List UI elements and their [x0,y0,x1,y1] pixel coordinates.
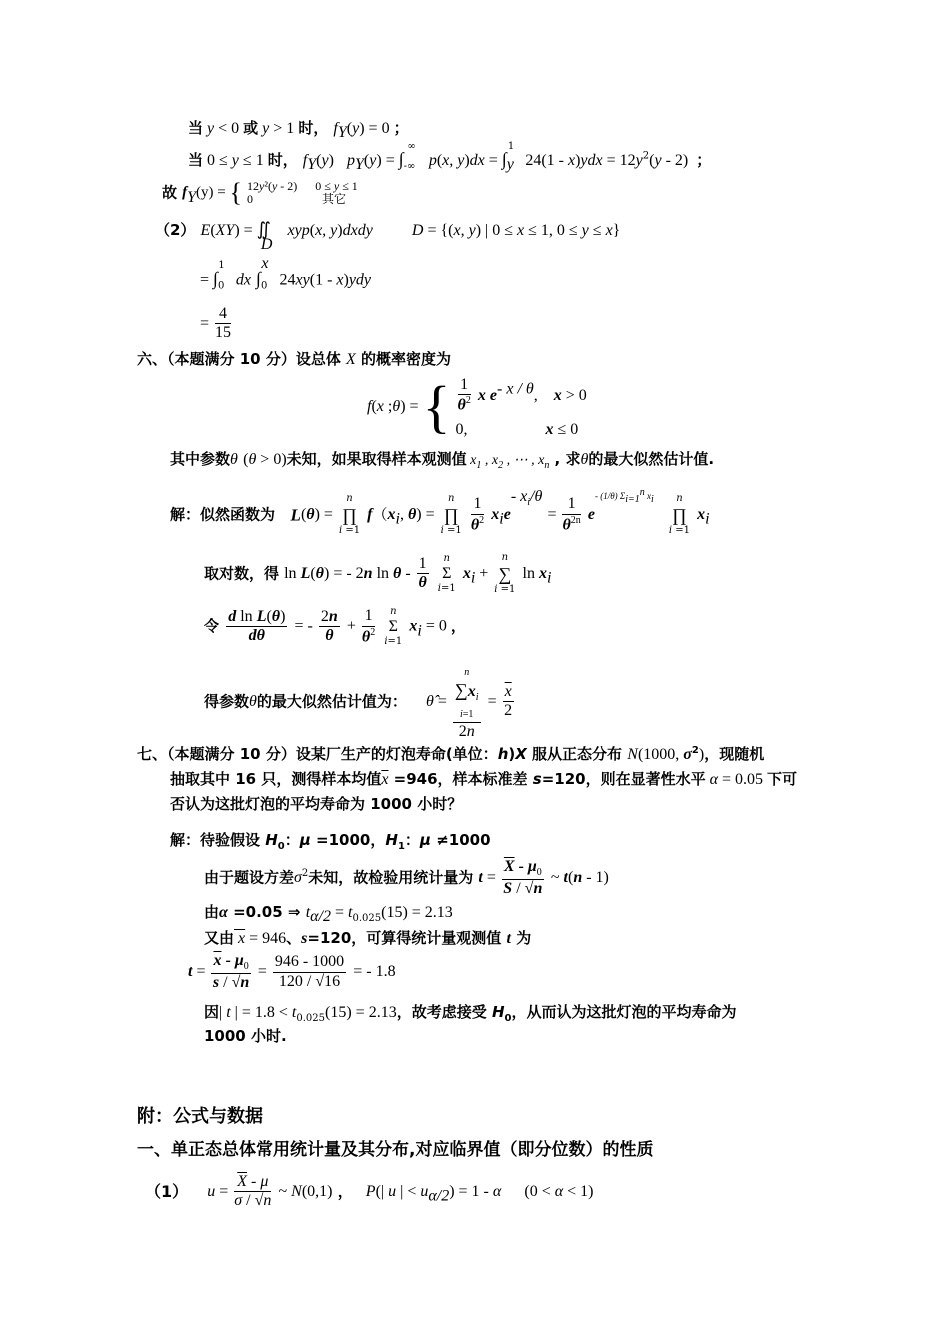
mle-estimate: 得参数θ的最大似然估计值为： θ̂ = n $\sum x_i$ i=1 2n = $\frac{\overline{x}}{2}$ [204,662,516,742]
t-computation: t = $\frac{\overline{x} - \mu_0}{s / √n}$ = $\frac{946 - 1000}{120 / √16}$ = - 1.8 [188,952,396,991]
case-y-inside: 当 0 ≤ y ≤ 1 时， $f_Y(y) p_Y(y) = \int_{-\infty}^\infty$ p(x, $y)dx = \int_y^1$ $24(1 - x)ydx = 12y^2(y - 2)$ ； [188,140,712,174]
appendix-title: 附：公式与数据 [137,1106,263,1127]
appendix-section-1: 一、单正态总体常用统计量及其分布,对应临界值（即分位数）的性质 [137,1140,654,1160]
pdf-fy-piecewise: 故 $f_Y(y)$ = { 12y²(y - 2) 0 ≤ y ≤ 1 0 其它 [162,178,358,208]
formula-u-statistic: （1） u = $\frac{\overline{X} - \mu}{\sigma / √n}$ ~ N(0,1) ， P(| u | < $u_{\alpha/2}) = 1 - \alpha$ (0 < α < 1) [145,1173,594,1210]
question-7-line2: 抽取其中 16 只，测得样本均值$\overline{x} =946$，样本标准差 s=120，则在显著性水平 α = 0.05 下可 [170,770,798,788]
score-equation: 令 $\frac{\text{d ln L(θ)}}{d\theta}$ = - $\frac{2n}{\theta}$ + $\frac{1}{\theta^2}$ n Σ i=1 $x_i = 0$ ， [204,606,466,647]
double-integral: = $\int_0^1$ dx $\int_0^x$ 24xy(1 - x)ydy [200,255,372,292]
question-6-body: 其中参数θ (θ > 0)未知，如果取得样本观测值 $x_1$ , $x_2$ , ⋯ , $x_n$ , 求θ的最大似然估计值. [170,450,715,471]
test-statistic: 由于题设方差$\sigma^2$未知，故检验用统计量为 t = $\frac{\overline{X} - \mu_0}{S / √n}$ ~ t(n - 1) [204,858,609,897]
critical-value: 由α =0.05 ⇒ $t_{\alpha/2} = t_{0.025}(15) = 2.13$ [204,903,453,926]
expectation-xy: （2） $E(XY) = ∬_D$ xyp(x, y)dxdy D = {(x, y) | 0 ≤ x ≤ 1, 0 ≤ y ≤ x} [155,219,621,254]
density-f-theta: f(x ;θ) = { $\frac{1}{\theta^2}$ x $e^{- x / \theta}$, x > 0 0, x ≤ 0 [367,374,587,440]
question-7-line1: 七、（本题满分 10 分）设某厂生产的灯泡寿命(单位：h)X 服从正态分布 N(1000, $\sigma^2$)，现随机 [137,745,765,763]
observed-values: 又由 x = 946、s=120，可算得统计量观测值 t 为 [204,929,532,947]
conclusion-line2: 1000 小时. [204,1027,287,1045]
result-4-15: = $\frac{4}{15}$ [200,305,232,342]
hypothesis: 解：待验假设 $H_0$：μ =1000，$H_1$：μ ≠1000 [170,831,491,852]
case-y-outside: 当 y < 0 或 y > 1 时， $f_Y(y) = 0$ ； [188,119,409,142]
log-likelihood: 取对数，得 ln L(θ) = - 2n ln θ - $\frac{1}{\theta}$ n Σ i=1 $x_i$ + n ∑ i =1 $\ln x_i$ [204,552,552,596]
question-6-title: 六、（本题满分 10 分）设总体 X 的概率密度为 [137,350,452,368]
likelihood-function: 解：似然函数为 L(θ) = n ∏ i =1 $f(x_i$, θ) = n ∏ i =1 $\frac{1}{\theta^2}$ $x_ie^{- x_i/\theta}$ = $\frac{1}{\theta^{2n}}$ $e^{- (1/\theta) \Sigma_{i=1}^n x_i}$ n ∏ i =1 $x_i$ [170,487,710,537]
question-7-line3: 否认为这批灯泡的平均寿命为 1000 小时？ [170,795,463,813]
conclusion-line1: 因| t | = $1.8 < t_{0.025}(15) = 2.13$，故考虑接受 $H_0$，从而认为这批灯泡的平均寿命为 [204,1003,737,1025]
